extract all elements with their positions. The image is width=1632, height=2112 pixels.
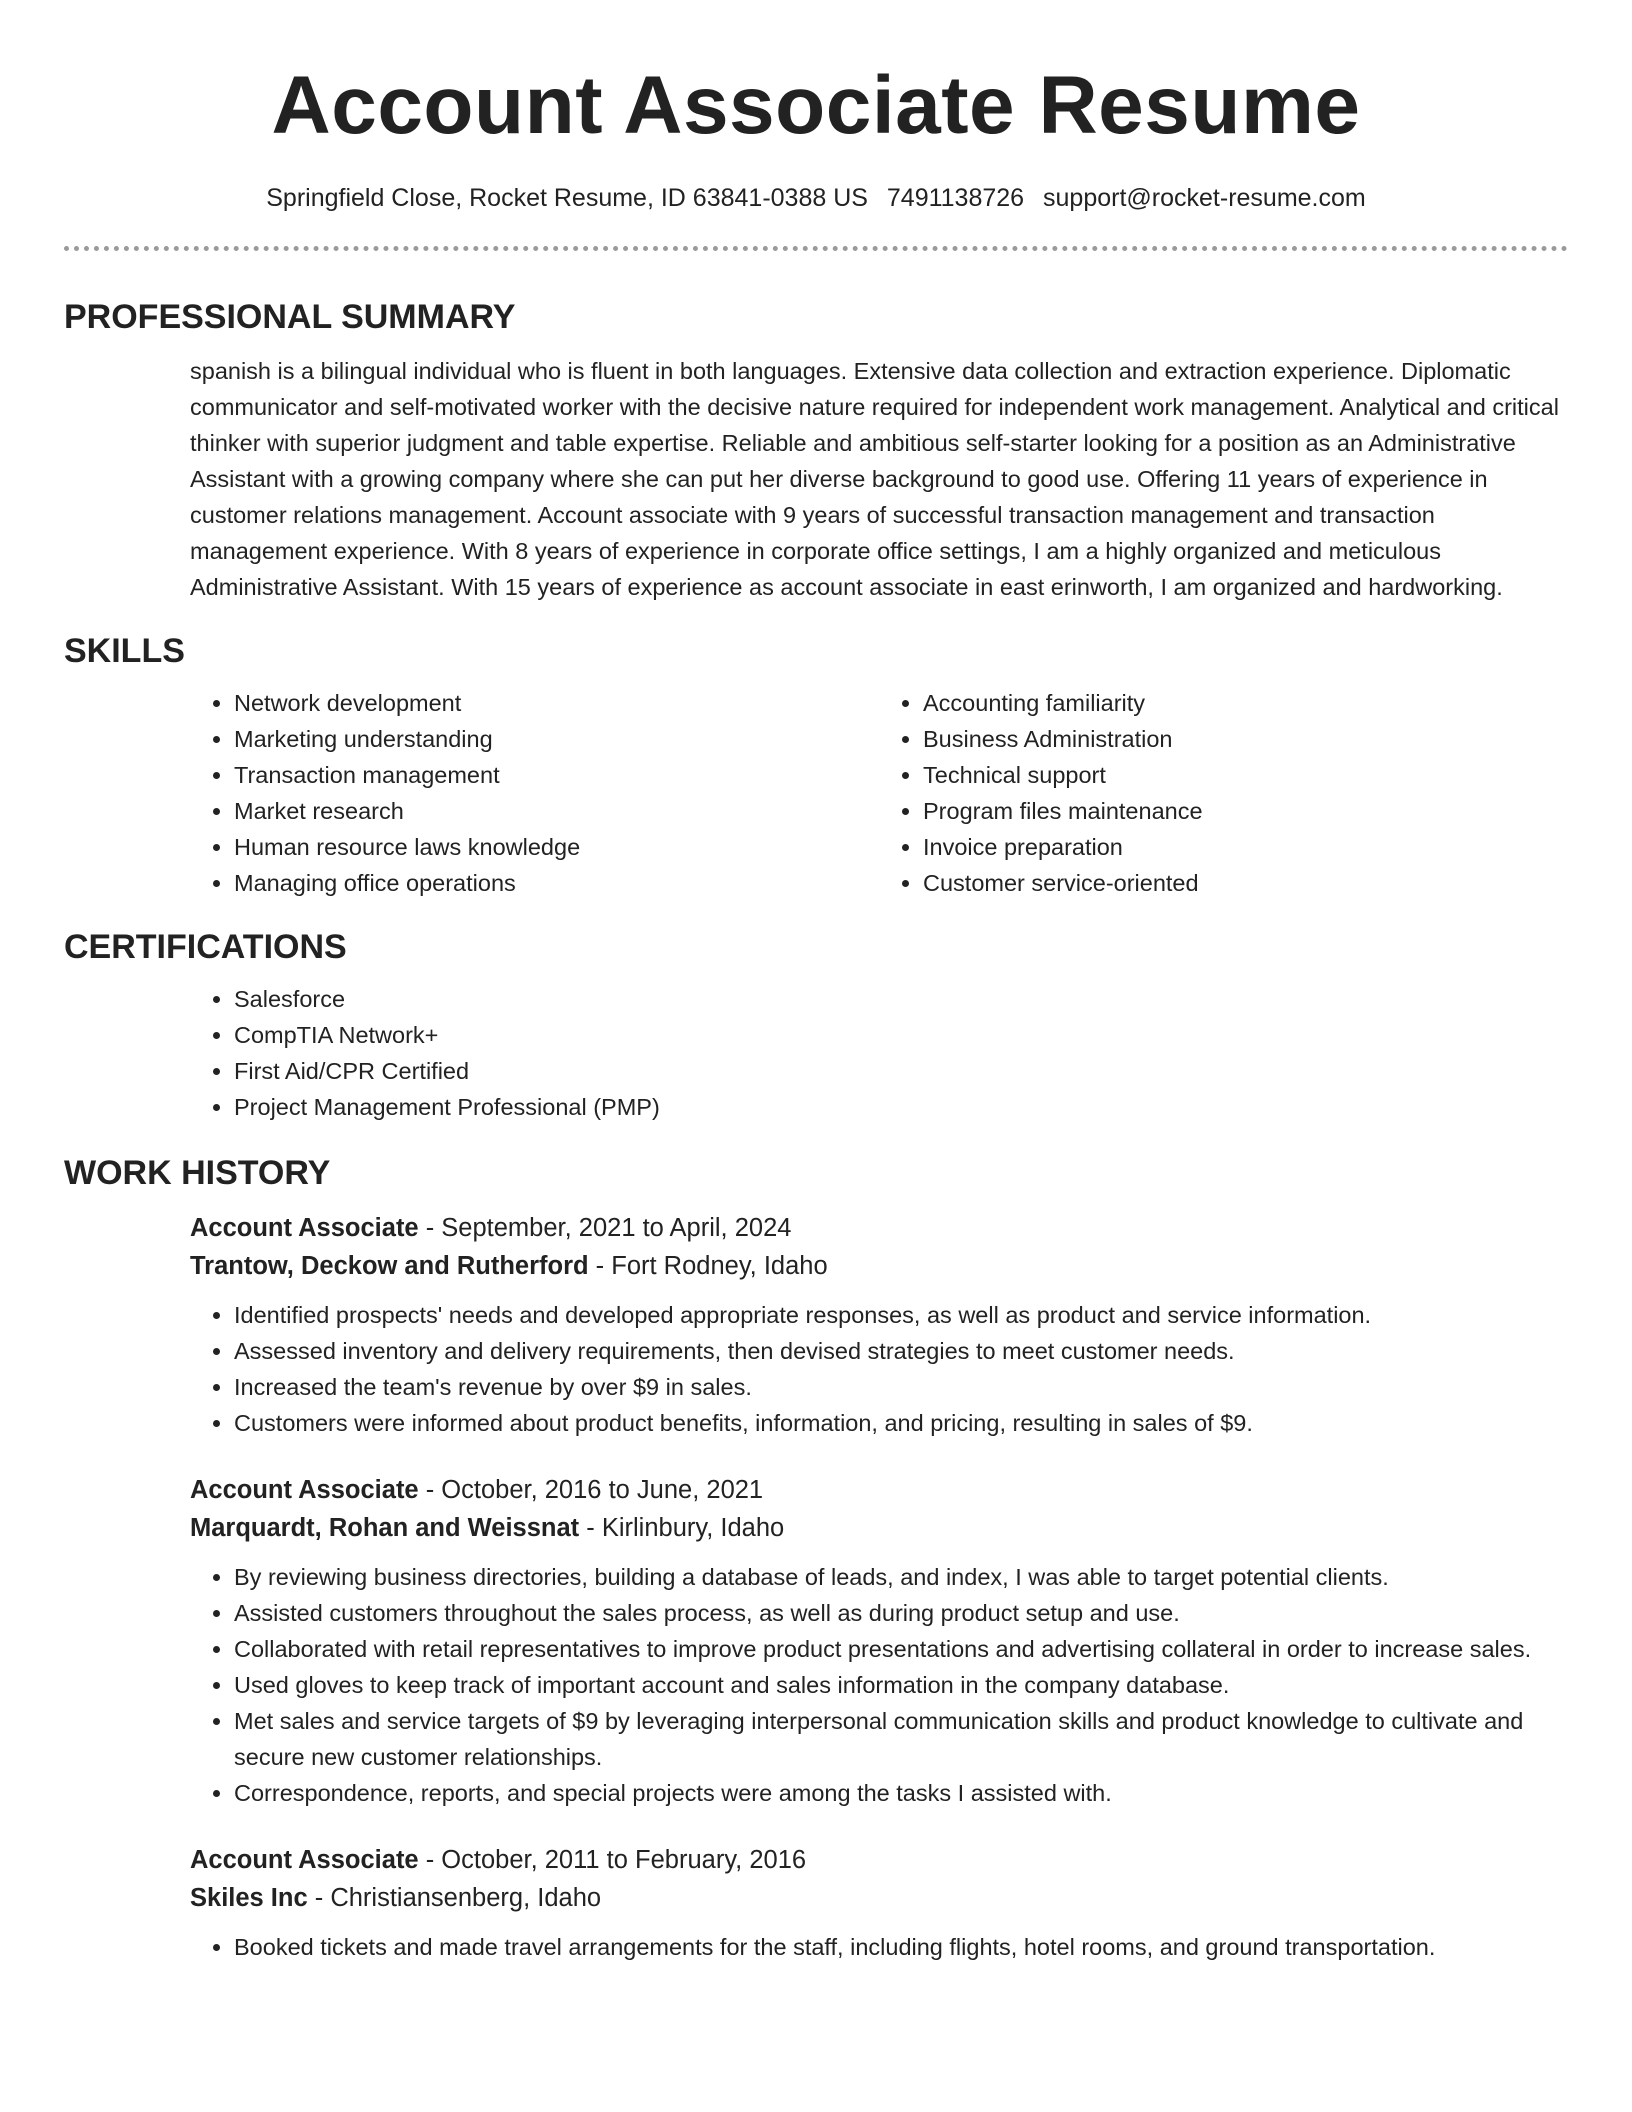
resume-title: Account Associate Resume [271, 60, 1361, 151]
certification-item: • First Aid/CPR Certified [234, 1053, 1568, 1089]
job-title: Account Associate [190, 1476, 419, 1504]
work-history-heading: WORK HISTORY [64, 1154, 331, 1192]
job-title-line [190, 1209, 1568, 1247]
job-bullet: • Booked tickets and made travel arrangements for the staff, including flights, hotel rooms, and ground transportation. [234, 1929, 1568, 1965]
job-bullet: • Assessed inventory and delivery requirements, then devised strategies to meet customer needs. [234, 1333, 1568, 1369]
job-bullet: • Identified prospects' needs and developed appropriate responses, as well as product and service information. [234, 1297, 1568, 1333]
job-entry [190, 1471, 1568, 1811]
company-location: - Kirlinbury, Idaho [579, 1514, 785, 1542]
job-bullet: • Correspondence, reports, and special projects were among the tasks I assisted with. [234, 1775, 1568, 1811]
job-entry [190, 1841, 1568, 1965]
job-title-line [190, 1841, 1568, 1879]
summary-heading: PROFESSIONAL SUMMARY [64, 298, 516, 336]
job-bullet: • Used gloves to keep track of important account and sales information in the company database. [234, 1667, 1568, 1703]
header-divider [64, 246, 1568, 251]
skill-item: • Invoice preparation [923, 829, 1568, 865]
company-line [190, 1879, 1568, 1917]
certifications-list [190, 981, 1568, 1125]
job-dates: - October, 2016 to June, 2021 [418, 1476, 764, 1504]
job-dates: - October, 2011 to February, 2016 [418, 1846, 807, 1874]
skills-grid [190, 685, 1568, 901]
skill-item: • Customer service-oriented [923, 865, 1568, 901]
certifications-block [190, 981, 1568, 1125]
company-name: Skiles Inc [190, 1884, 308, 1912]
skill-item: • Managing office operations [234, 865, 879, 901]
skill-item: • Market research [234, 793, 879, 829]
certification-item: • Salesforce [234, 981, 1568, 1017]
job-bullets [190, 1559, 1568, 1811]
skill-item: • Transaction management [234, 757, 879, 793]
job-title-line [190, 1471, 1568, 1509]
skill-item: • Technical support [923, 757, 1568, 793]
skill-item: • Program files maintenance [923, 793, 1568, 829]
summary-text: spanish is a bilingual individual who is fluent in both languages. Extensive data collection and extraction experience. Diplomatic communicator and self-motivated worker with the decisive nature required for independent work management. Analytical and critical thinker with superior judgment and table expertise. Reliable and ambitious self-starter looking for a position as an Administrative Assistant with a growing company where she can put her diverse background to good use. Offering 11 years of experience in customer relations management. Account associate with 9 years of successful transaction management and transaction management experience. With 8 years of experience in corporate office settings, I am a highly organized and meticulous Administrative Assistant. With 15 years of experience as account associate in east erinworth, I am organized and hardworking. [190, 358, 1559, 600]
company-location: - Christiansenberg, Idaho [307, 1884, 602, 1912]
job-title: Account Associate [190, 1846, 419, 1874]
company-name: Trantow, Deckow and Rutherford [190, 1252, 589, 1280]
job-bullets [190, 1297, 1568, 1441]
job-bullet: • Increased the team's revenue by over $9 in sales. [234, 1369, 1568, 1405]
company-location: - Fort Rodney, Idaho [588, 1252, 828, 1280]
job-dates: - September, 2021 to April, 2024 [418, 1214, 792, 1242]
skills-heading: SKILLS [64, 632, 185, 670]
contact-address: Springfield Close, Rocket Resume, ID 63841-0388 US [266, 184, 868, 212]
skill-item: • Marketing understanding [234, 721, 879, 757]
job-title: Account Associate [190, 1214, 419, 1242]
skill-item: • Network development [234, 685, 879, 721]
job-bullet: • Met sales and service targets of $9 by leveraging interpersonal communication skills and product knowledge to cultivate and secure new customer relationships. [234, 1703, 1568, 1775]
skill-item: • Business Administration [923, 721, 1568, 757]
certification-item: • CompTIA Network+ [234, 1017, 1568, 1053]
certifications-heading: CERTIFICATIONS [64, 928, 347, 966]
skill-item: • Human resource laws knowledge [234, 829, 879, 865]
job-entry [190, 1209, 1568, 1441]
skill-item: • Accounting familiarity [923, 685, 1568, 721]
company-line [190, 1247, 1568, 1285]
contact-line [64, 182, 1568, 214]
job-bullets [190, 1929, 1568, 1965]
job-bullet: • Customers were informed about product benefits, information, and pricing, resulting in sales of $9. [234, 1405, 1568, 1441]
job-bullet: • Assisted customers throughout the sales process, as well as during product setup and use. [234, 1595, 1568, 1631]
skills-list-left [190, 685, 879, 901]
skills-list-right [879, 685, 1568, 901]
company-line [190, 1509, 1568, 1547]
certification-item: • Project Management Professional (PMP) [234, 1089, 1568, 1125]
job-bullet: • Collaborated with retail representatives to improve product presentations and advertising collateral in order to increase sales. [234, 1631, 1568, 1667]
job-bullet: • By reviewing business directories, building a database of leads, and index, I was able to target potential clients. [234, 1559, 1568, 1595]
company-name: Marquardt, Rohan and Weissnat [190, 1514, 580, 1542]
contact-email: support@rocket-resume.com [1043, 184, 1366, 212]
contact-phone: 7491138726 [886, 184, 1025, 212]
